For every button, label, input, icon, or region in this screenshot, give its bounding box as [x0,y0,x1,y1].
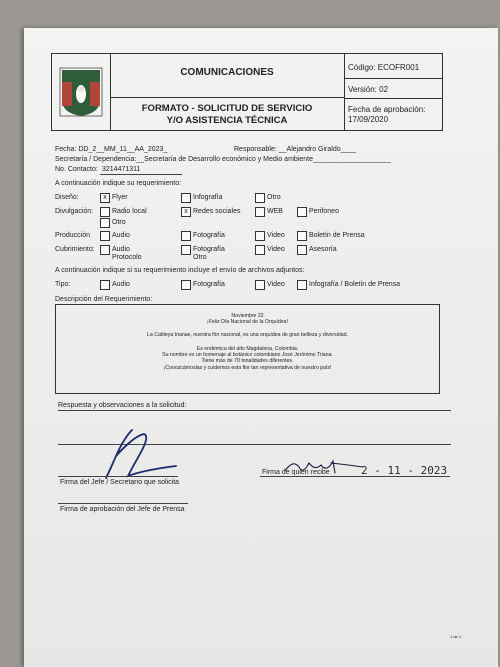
fotografia-cubrimiento-option: Fotografía [193,246,225,253]
form-title-line-2: Y/O ASISTENCIA TÉCNICA [166,115,288,126]
desc-line: Su nombre es un homenaje al botánico colombiano José Jerónimo Triana. [162,352,333,359]
protocolo-cubrimiento-option: Protocolo [112,254,142,261]
header-table [51,53,443,131]
desc-line: ¡Conozcámoslas y cuidemos esta flor tan representativa de nuestro país! [163,364,332,371]
page-number: 1 de 1 [450,634,462,639]
fotografia-tipo-option: Fotografía [193,281,225,288]
area-title: COMUNICACIONES [180,67,274,78]
audio-produccion-option: Audio [112,232,130,239]
otro-diseno-checkbox[interactable] [255,193,265,203]
infografia-tipo-option: Infografía / Boletín de Prensa [309,281,401,288]
files-prompt: A continuación indique si su requerimiento incluye el envío de archivos adjuntos: [55,267,305,274]
receiver-date: 2 - 11 - 2023 [361,464,448,477]
desc-line: Tiene más de 70 tonalidades diferentes. [201,358,294,365]
video-tipo-option: Video [267,281,285,288]
desc-line: Noviembre 22 [231,313,264,319]
response-label: Respuesta y observaciones a la solicitud: [58,402,187,409]
press-sign-label: Firma de aprobación del Jefe de Prensa [60,506,185,513]
requirement-prompt: A continuación indique su requerimiento: [55,180,182,187]
boletin-produccion-checkbox[interactable] [297,231,307,241]
fotografia-cubrimiento-checkbox[interactable] [181,245,191,255]
requester-sign-label: Firma del Jefe / Secretario que solicita [60,479,180,486]
infografia-tipo-checkbox[interactable] [297,280,307,290]
asesoria-checkbox[interactable] [297,245,307,255]
audio-cubrimiento-checkbox[interactable] [100,245,110,255]
web-checkbox[interactable] [255,207,265,217]
desc-line: ¡Feliz Día Nacional de la Orquídea! [206,319,289,326]
requester-signature [84,426,204,486]
contact-label: No. Contacto: [55,166,98,173]
fotografia-tipo-checkbox[interactable] [181,280,191,290]
responsible-field: Responsable: __Alejandro Giraldo____ [234,146,357,153]
radio-local-checkbox[interactable] [100,207,110,217]
diseno-label: Diseño: [55,194,79,201]
boletin-produccion-option: Boletín de Prensa [309,232,365,239]
video-produccion-option: Video [267,232,285,239]
description-box [55,304,440,394]
radio-local-option: Radio local [112,208,147,215]
perifoneo-option: Perifoneo [309,208,339,215]
flyer-option: Flyer [112,194,128,201]
divulgacion-label: Divulgación: [55,208,94,215]
desc-line: La Cattleya trianae, nuestra flor nacional, es una orquídea de gran belleza y diversidad. [147,331,348,338]
web-option: WEB [267,208,283,215]
cubrimiento-label: Cubrimiento: [55,246,95,253]
fotografia-produccion-checkbox[interactable] [181,231,191,241]
municipal-shield-logo [58,66,104,118]
approval-date: 17/09/2020 [348,115,389,124]
contact-number: 3214471311 [102,166,141,173]
audio-cubrimiento-option: Audio [112,246,130,253]
audio-produccion-checkbox[interactable] [100,231,110,241]
otro-divulgacion-option: Otro [112,219,126,226]
form-title-line-1: FORMATO - SOLICITUD DE SERVICIO [141,103,313,114]
redes-sociales-option: Redes sociales [193,208,241,215]
date-field: Fecha: DD_2__MM_11__AA_2023_ [55,146,168,153]
video-tipo-checkbox[interactable] [255,280,265,290]
approval-label: Fecha de aprobación: [348,105,426,114]
video-cubrimiento-checkbox[interactable] [255,245,265,255]
department-field: Secretaría / Dependencia:__Secretaría de Desarrollo económico y Medio ambiente____________________ [55,156,391,163]
receiver-sign-label: Firma de quien recibe [262,469,330,476]
infografia-checkbox[interactable] [181,193,191,203]
document-page [24,28,498,667]
flyer-checkbox[interactable]: x [100,193,110,203]
infografia-option: Infografía [193,194,223,201]
audio-tipo-option: Audio [112,281,130,288]
fotografia-produccion-option: Fotografía [193,232,225,239]
video-cubrimiento-option: Video [267,246,285,253]
form-code: Código: ECOFR001 [348,63,420,72]
redes-sociales-checkbox[interactable]: x [181,207,191,217]
otro-diseno-option: Otro [267,194,281,201]
produccion-label: Producción [55,232,91,239]
tipo-label: Tipo: [55,281,71,288]
desc-line: Es endémica del alto Magdalena, Colombia. [196,345,299,352]
description-label: Descripción del Requerimiento: [55,296,153,303]
otro-divulgacion-checkbox[interactable] [100,218,110,228]
video-produccion-checkbox[interactable] [255,231,265,241]
asesoria-option: Asesoría [309,246,337,253]
perifoneo-checkbox[interactable] [297,207,307,217]
form-version: Versión: 02 [348,85,389,94]
audio-tipo-checkbox[interactable] [100,280,110,290]
otro-cubrimiento-option: Otro [193,254,207,261]
